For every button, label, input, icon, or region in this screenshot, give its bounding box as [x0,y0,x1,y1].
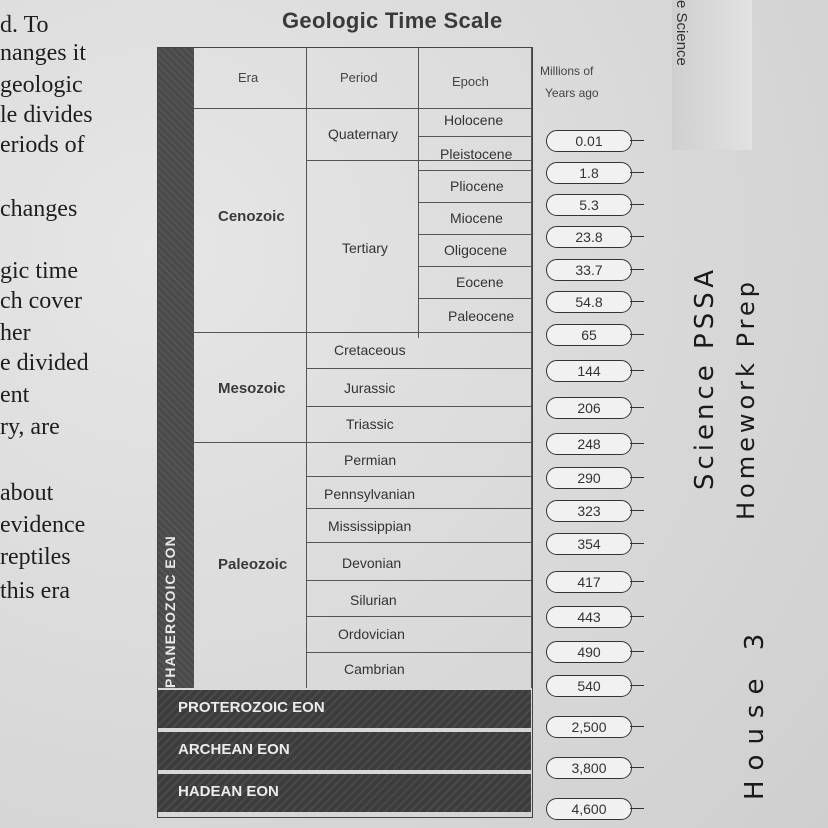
epoch-holocene: Holocene [444,112,504,128]
divider [194,442,531,443]
divider [306,476,531,477]
age-tick [630,407,644,408]
period-permian: Permian [344,452,397,468]
divider [418,170,531,171]
eon-row-label: ARCHEAN EON [178,741,290,758]
age-pill: 4,600 [546,798,632,820]
age-tick [630,543,644,544]
eon-row-archean [158,732,531,770]
divider [306,542,531,543]
divider [306,508,531,509]
header-mya-line1: Millions of [540,64,594,78]
age-pill: 2,500 [546,716,632,738]
handwriting-line1: Science PSSA [690,265,720,490]
header-mya-line2: Years ago [545,86,599,100]
epoch-pleistocene: Pleistocene [440,146,513,162]
eon-strip-label: PHANEROZOIC EON [162,535,178,688]
divider [306,616,531,617]
left-text-line: ch cover [0,288,82,314]
left-text-line: ent [0,382,30,408]
age-tick [630,726,644,727]
header-period: Period [340,70,378,85]
left-text-line: her [0,320,31,346]
epoch-miocene: Miocene [450,210,503,226]
age-pill: 206 [546,397,632,419]
period-triassic: Triassic [346,416,394,432]
age-pill: 443 [546,606,632,628]
period-silurian: Silurian [350,592,397,608]
eon-row-proterozoic [158,690,531,728]
era-mesozoic: Mesozoic [218,380,286,397]
left-text-line: d. To [0,12,49,38]
left-text-line: nanges it [0,40,86,66]
left-text-line: changes [0,196,78,222]
left-text-line: evidence [0,512,86,538]
epoch-eocene: Eocene [456,274,504,290]
age-tick [630,172,644,173]
age-tick [630,443,644,444]
period-jurassic: Jurassic [344,380,396,396]
left-text-line: ry, are [0,414,60,440]
era-cenozoic: Cenozoic [218,208,285,225]
period-mississippian: Mississippian [328,518,412,534]
divider [306,580,531,581]
epoch-paleocene: Paleocene [448,308,515,324]
epoch-pliocene: Pliocene [450,178,504,194]
age-pill: 33.7 [546,259,632,281]
age-tick [630,808,644,809]
age-pill: 144 [546,360,632,382]
divider [306,406,531,407]
age-pill: 248 [546,433,632,455]
eon-row-hadean [158,774,531,812]
age-pill: 3,800 [546,757,632,779]
left-text-line: geologic [0,72,83,98]
age-pill: 354 [546,533,632,555]
period-cretaceous: Cretaceous [334,342,406,358]
eon-row-label: HADEAN EON [178,783,279,800]
divider [418,48,419,338]
divider [531,48,532,688]
era-paleozoic: Paleozoic [218,556,288,573]
divider [418,234,531,235]
age-pill: 0.01 [546,130,632,152]
age-pill: 490 [546,641,632,663]
eon-row-label: PROTEROZOIC EON [178,699,325,716]
divider [418,136,531,137]
divider [418,202,531,203]
left-text-line: reptiles [0,544,71,570]
age-pill: 23.8 [546,226,632,248]
divider [418,298,531,299]
period-quaternary: Quaternary [328,126,399,142]
age-tick [630,477,644,478]
period-pennsylvanian: Pennsylvanian [324,486,416,502]
period-cambrian: Cambrian [344,661,405,677]
handwriting-line2: Homework Prep [732,278,760,520]
header-era: Era [238,70,259,85]
age-pill: 1.8 [546,162,632,184]
age-tick [630,616,644,617]
left-text-line: e divided [0,350,89,376]
age-tick [630,334,644,335]
age-tick [630,236,644,237]
divider [194,108,531,109]
divider [306,368,531,369]
age-pill: 54.8 [546,291,632,313]
age-tick [630,767,644,768]
left-text-line: gic time [0,258,78,284]
handwriting-line3: House 3 [740,623,770,800]
page-title: Geologic Time Scale [282,8,503,33]
period-ordovician: Ordovician [338,626,405,642]
left-text-line: le divides [0,102,93,128]
divider [194,332,531,333]
header-epoch: Epoch [452,74,489,89]
epoch-oligocene: Oligocene [444,242,508,258]
age-tick [630,510,644,511]
age-tick [630,301,644,302]
age-tick [630,204,644,205]
age-pill: 290 [546,467,632,489]
age-tick [630,370,644,371]
period-devonian: Devonian [342,555,402,571]
left-text-line: eriods of [0,132,85,158]
age-tick [630,685,644,686]
period-tertiary: Tertiary [342,240,388,256]
left-page-text [0,0,160,828]
left-text-line: this era [0,578,70,604]
age-pill: 65 [546,324,632,346]
age-tick [630,581,644,582]
age-tick [630,140,644,141]
left-text-line: about [0,480,54,506]
age-pill: 323 [546,500,632,522]
age-pill: 5.3 [546,194,632,216]
age-tick [630,651,644,652]
age-pill: 417 [546,571,632,593]
divider [418,266,531,267]
age-pill: 540 [546,675,632,697]
age-tick [630,269,644,270]
divider [306,652,531,653]
page-edge-text: e Science [673,0,690,66]
